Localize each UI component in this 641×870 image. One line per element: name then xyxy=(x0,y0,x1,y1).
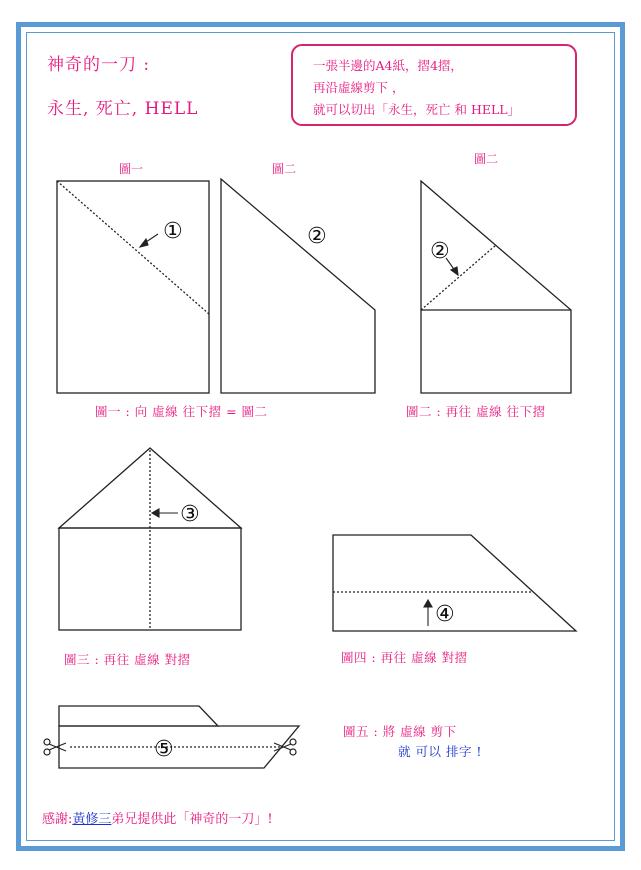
fig1-fold-line xyxy=(57,181,209,314)
caption-fig4: 圖四 : 再往 虛線 對摺 xyxy=(341,650,468,665)
marker-2b: ② xyxy=(430,239,450,264)
fig1-sheet xyxy=(57,181,209,393)
arrow-3-head xyxy=(152,509,159,517)
caption-fig5-line1: 圖五 : 將 虛線 剪下 xyxy=(343,724,457,739)
figure-label-2b: 圖二 xyxy=(474,152,499,166)
fig2b-sheet xyxy=(421,181,571,393)
scissors-icon xyxy=(44,739,66,755)
arrow-2-head xyxy=(451,267,458,275)
fig2-sheet xyxy=(221,179,375,393)
figure-label-2a: 圖二 xyxy=(272,162,297,176)
note-line-2: 再沿虛線剪下 ， xyxy=(313,80,405,95)
arrow-4-head xyxy=(424,600,432,607)
marker-2a: ② xyxy=(307,224,327,249)
thanks-prefix: 感謝: xyxy=(42,812,73,827)
thanks-name: 黃修三 xyxy=(72,812,112,827)
marker-5: ⑤ xyxy=(154,737,174,762)
fig5-top-layer xyxy=(59,706,218,726)
caption-fig3: 圖三 : 再往 虛線 對摺 xyxy=(64,652,191,667)
note-line-3: 就可以切出「永生，死亡 和 HELL」 xyxy=(313,102,521,117)
figure-label-1: 圖一 xyxy=(119,162,144,176)
acknowledgement xyxy=(42,808,273,827)
arrow-1-head xyxy=(140,239,148,247)
note-line-1: 一張半邊的A4紙，摺4摺， xyxy=(313,58,463,73)
title-line-2: 永生, 死亡, HELL xyxy=(47,99,199,119)
caption-fig2: 圖二 : 再往 虛線 往下摺 xyxy=(406,404,546,419)
thanks-suffix: 弟兄提供此「神奇的一刀」! xyxy=(111,812,273,827)
marker-3: ③ xyxy=(180,502,200,527)
title-line-1: 神奇的一刀 : xyxy=(47,55,151,75)
caption-fig5-line2: 就 可以 排字 ! xyxy=(398,744,482,759)
marker-4: ④ xyxy=(435,602,455,627)
caption-fig1: 圖一 : 向 虛線 往下摺 = 圖二 xyxy=(95,404,268,419)
marker-1: ① xyxy=(163,219,183,244)
